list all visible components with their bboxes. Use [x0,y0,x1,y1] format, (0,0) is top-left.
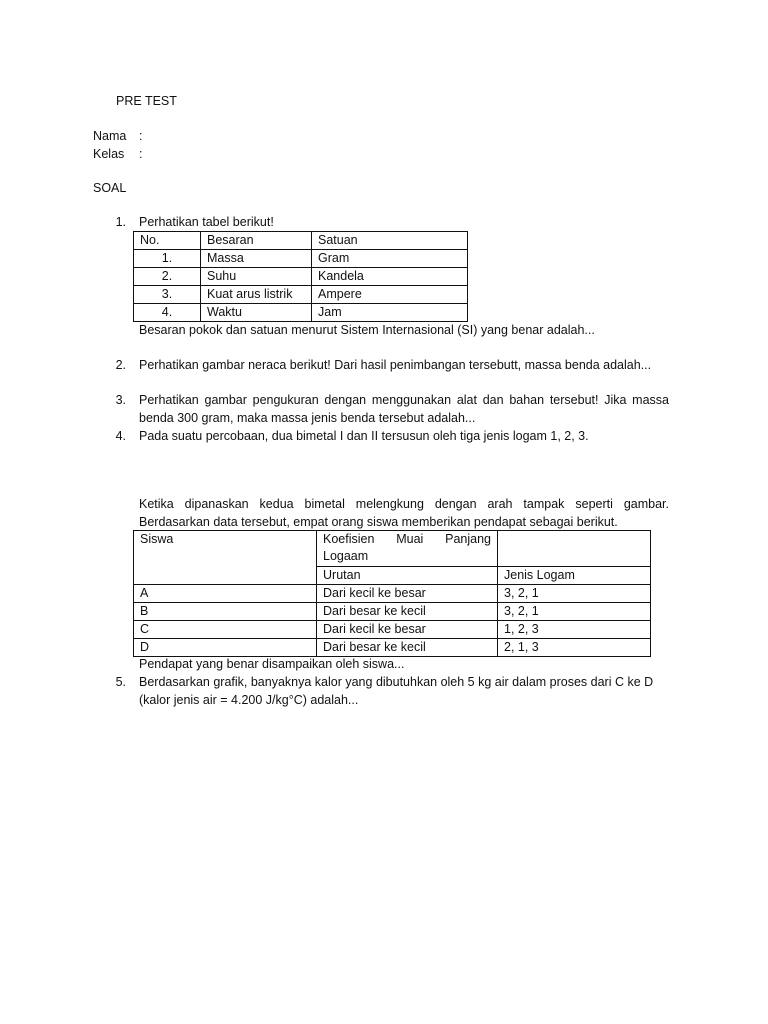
table-subheader-cell: Urutan [317,567,498,585]
table-row [134,621,651,639]
table-row [134,585,651,603]
q4-text: Pada suatu percobaan, dua bimetal I dan II tersusun oleh tiga jenis logam 1, 2, 3. [139,429,589,443]
table-row [134,250,468,268]
page-title: PRE TEST [116,94,177,108]
table-cell: Waktu [201,304,312,322]
table-cell: B [134,603,317,621]
table-header-cell-empty [498,531,651,567]
table-cell: 2, 1, 3 [498,639,651,657]
q1-text: Perhatikan tabel berikut! [139,215,274,229]
table-cell: 2. [134,268,201,286]
table-cell: C [134,621,317,639]
table-cell: D [134,639,317,657]
q4-number: 4. [115,429,126,443]
q3-number: 3. [115,393,126,407]
table-cell: Kuat arus listrik [201,286,312,304]
table-cell: Dari kecil ke besar [317,585,498,603]
table-cell: Ampere [312,286,468,304]
table-cell: 1, 2, 3 [498,621,651,639]
q2-text: Perhatikan gambar neraca berikut! Dari hasil penimbangan tersebutt, massa benda adalah... [139,358,652,372]
table-header-cell: Besaran [201,232,312,250]
q4-paragraph: Ketika dipanaskan kedua bimetal melengkung dengan arah tampak seperti gambar. Berdasarkan data tersebut, empat orang siswa memberikan pendapat sebagai berikut. [139,497,669,529]
q3-text: Perhatikan gambar pengukuran dengan menggunakan alat dan bahan tersebut! Jika massa benda 300 gram, maka massa jenis benda tersebut adalah... [139,393,669,425]
table-header-cell: Koefisien Muai Panjang Logaam [317,531,498,567]
table-header-cell: Satuan [312,232,468,250]
q5-text-line2: (kalor jenis air = 4.200 J/kg°C) adalah... [139,693,359,707]
nama-colon: : [139,129,143,143]
table-cell: Dari besar ke kecil [317,603,498,621]
table-cell: Massa [201,250,312,268]
table-cell: 3, 2, 1 [498,603,651,621]
table-row [134,639,651,657]
q5-text-line1: Berdasarkan grafik, banyaknya kalor yang dibutuhkan oleh 5 kg air dalam proses dari C ke D [139,675,654,689]
kelas-colon: : [139,147,143,161]
table-subheader-cell: Jenis Logam [498,567,651,585]
q1-number: 1. [115,215,126,229]
table-cell: Jam [312,304,468,322]
table-cell: Dari kecil ke besar [317,621,498,639]
table-cell: 3, 2, 1 [498,585,651,603]
table-cell: 1. [134,250,201,268]
table-header-row [134,232,468,250]
q1-table [133,231,468,322]
table-cell: Gram [312,250,468,268]
table-row [134,268,468,286]
q4-table [133,530,651,657]
table-row [134,603,651,621]
table-header-cell: No. [134,232,201,250]
table-cell: Dari besar ke kecil [317,639,498,657]
table-header-cell: Siswa [134,531,317,585]
table-cell: 4. [134,304,201,322]
kelas-label: Kelas [93,147,125,161]
nama-label: Nama [93,129,127,143]
table-row [134,304,468,322]
q5-number: 5. [115,675,126,689]
q1-after-text: Besaran pokok dan satuan menurut Sistem Internasional (SI) yang benar adalah... [139,323,595,337]
table-cell: A [134,585,317,603]
table-cell: 3. [134,286,201,304]
soal-heading: SOAL [93,181,127,195]
q4-after-text: Pendapat yang benar disampaikan oleh siswa... [139,657,405,671]
table-cell: Suhu [201,268,312,286]
q2-number: 2. [115,358,126,372]
table-header-row [134,531,651,567]
table-row [134,286,468,304]
table-cell: Kandela [312,268,468,286]
